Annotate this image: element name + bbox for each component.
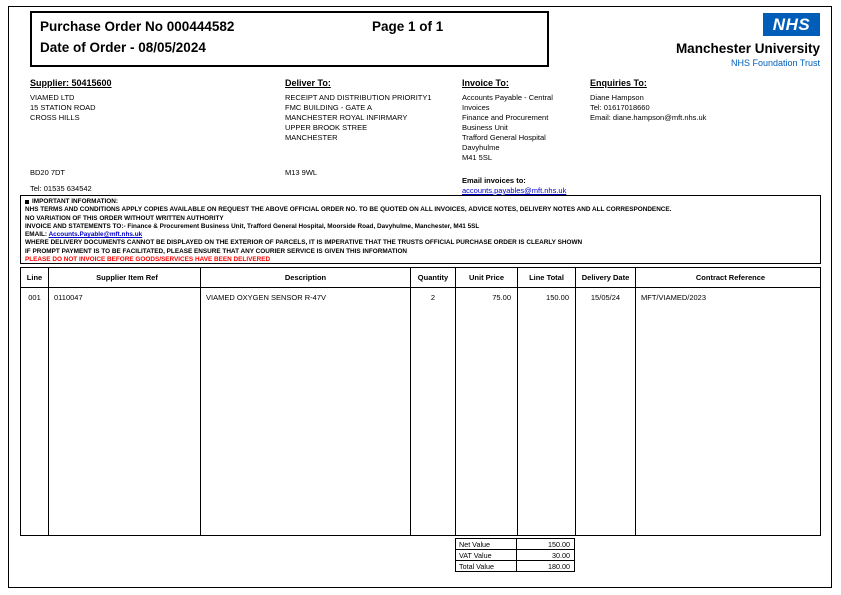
column-header-line-total: Line Total	[518, 268, 576, 287]
supplier-heading: Supplier: 50415600	[30, 78, 112, 88]
accounts-payable-email-link[interactable]: Accounts.Payable@mft.nhs.uk	[48, 231, 143, 239]
do-not-invoice-warning: PLEASE DO NOT INVOICE BEFORE GOODS/SERVICES HAVE BEEN DELIVERED	[25, 256, 271, 264]
enquiries-contact-name: Diane Hampson	[590, 93, 644, 102]
column-header-delivery-date: Delivery Date	[576, 268, 636, 287]
cell-line-number: 001	[21, 288, 49, 535]
deliver-address-line: FMC BUILDING - GATE A	[285, 103, 372, 112]
important-information-title: IMPORTANT INFORMATION:	[32, 198, 119, 205]
total-value-label: Total Value	[455, 560, 517, 572]
net-value-amount: 150.00	[517, 538, 575, 550]
column-header-line: Line	[21, 268, 49, 287]
invoice-postcode: M41 5SL	[462, 153, 493, 162]
deliver-to-block	[285, 78, 455, 143]
order-date: Date of Order - 08/05/2024	[40, 40, 206, 55]
invoice-to-heading: Invoice To:	[462, 78, 509, 88]
trust-name: NHS Foundation Trust	[730, 58, 820, 68]
column-header-supplier-item-ref: Supplier Item Ref	[49, 268, 201, 287]
table-header-row	[21, 268, 820, 288]
column-header-quantity: Quantity	[411, 268, 456, 287]
column-header-contract-reference: Contract Reference	[695, 273, 766, 282]
enquiries-to-block	[590, 78, 800, 123]
deliver-to-heading: Deliver To:	[285, 78, 331, 88]
invoice-address-line: Invoices	[462, 103, 490, 112]
invoice-to-block	[462, 78, 587, 163]
cell-delivery-date: 15/05/24	[576, 288, 636, 535]
vat-value-amount: 30.00	[517, 549, 575, 561]
cell-contract-reference: MFT/VIAMED/2023	[641, 293, 707, 302]
terms-line: INVOICE AND STATEMENTS TO:- Finance & Procurement Business Unit, Trafford General Hospital, Moorside Road, Davyhulme, Manchester, M41 5SL	[25, 222, 480, 230]
cell-unit-price: 75.00	[456, 288, 518, 535]
supplier-address-line: CROSS HILLS	[30, 113, 80, 122]
invoice-address-line: Trafford General Hospital	[462, 133, 546, 142]
supplier-postcode: BD20 7DT	[30, 168, 66, 177]
deliver-address-line: MANCHESTER ROYAL INFIRMARY	[285, 113, 408, 122]
terms-line: WHERE DELIVERY DOCUMENTS CANNOT BE DISPLAYED ON THE EXTERIOR OF PARCELS, IT IS IMPERATIVE THAT THE TRUSTS OFFICIAL PURCHASE ORDER IS CLEARLY SHOWN	[25, 239, 583, 247]
deliver-address-line: MANCHESTER	[285, 133, 338, 142]
enquiries-telephone: Tel: 01617018660	[590, 103, 650, 112]
terms-line: IF PROMPT PAYMENT IS TO BE FACILITATED, PLEASE ENSURE THAT ANY COURIER SERVICE IS GIVEN THIS INFORMATION	[25, 247, 408, 255]
supplier-address-line: 15 STATION ROAD	[30, 103, 96, 112]
organisation-name: Manchester University	[675, 41, 820, 56]
supplier-block	[30, 78, 270, 123]
cell-supplier-item-ref: 0110047	[49, 288, 201, 535]
total-value-amount: 180.00	[517, 560, 575, 572]
totals-table	[455, 538, 575, 572]
table-body	[21, 288, 820, 535]
enquiries-email: Email: diane.hampson@mft.nhs.uk	[590, 113, 707, 122]
terms-email-prefix: EMAIL:	[25, 231, 48, 239]
important-information-box	[20, 195, 821, 264]
total-value-row	[455, 560, 575, 572]
terms-line: NO VARIATION OF THIS ORDER WITHOUT WRITTEN AUTHORITY	[25, 214, 224, 222]
cell-line-total: 150.00	[518, 288, 576, 535]
invoice-address-line: Davyhulme	[462, 143, 500, 152]
cell-description: VIAMED OXYGEN SENSOR R-47V	[201, 288, 411, 535]
invoice-address-line: Accounts Payable - Central	[462, 93, 553, 102]
deliver-address-line: RECEIPT AND DISTRIBUTION PRIORITY1	[285, 93, 432, 102]
bullet-square-icon	[25, 200, 29, 204]
important-information-title-row	[25, 198, 816, 206]
purchase-order-header-box	[30, 11, 549, 67]
page-indicator: Page 1 of 1	[372, 19, 444, 34]
purchase-order-number: Purchase Order No 000444582	[40, 19, 235, 34]
vat-value-label: VAT Value	[455, 549, 517, 561]
net-value-label: Net Value	[455, 538, 517, 550]
deliver-postcode: M13 9WL	[285, 168, 318, 177]
nhs-logo	[763, 13, 820, 36]
deliver-address-line: UPPER BROOK STREE	[285, 123, 368, 132]
line-items-table	[20, 267, 821, 536]
terms-line: NHS TERMS AND CONDITIONS APPLY COPIES AVAILABLE ON REQUEST THE ABOVE OFFICIAL ORDER NO. TO BE QUOTED ON ALL INVOICES, ADVICE NOTES, DELIVERY NOTES AND ALL CORRESPONDENCE.	[25, 206, 672, 214]
invoice-email-label: Email invoices to:	[462, 176, 526, 185]
nhs-logo-text: NHS	[772, 14, 811, 34]
supplier-address-line: VIAMED LTD	[30, 93, 75, 102]
invoice-address-line: Business Unit	[462, 123, 508, 132]
invoice-email-link[interactable]: accounts.payables@mft.nhs.uk	[462, 186, 567, 195]
terms-email-line	[25, 231, 816, 239]
enquiries-to-heading: Enquiries To:	[590, 78, 647, 88]
column-header-unit-price: Unit Price	[456, 268, 518, 287]
column-header-description: Description	[201, 268, 411, 287]
supplier-telephone: Tel: 01535 634542	[30, 184, 92, 193]
invoice-address-line: Finance and Procurement	[462, 113, 549, 122]
cell-quantity: 2	[411, 288, 456, 535]
